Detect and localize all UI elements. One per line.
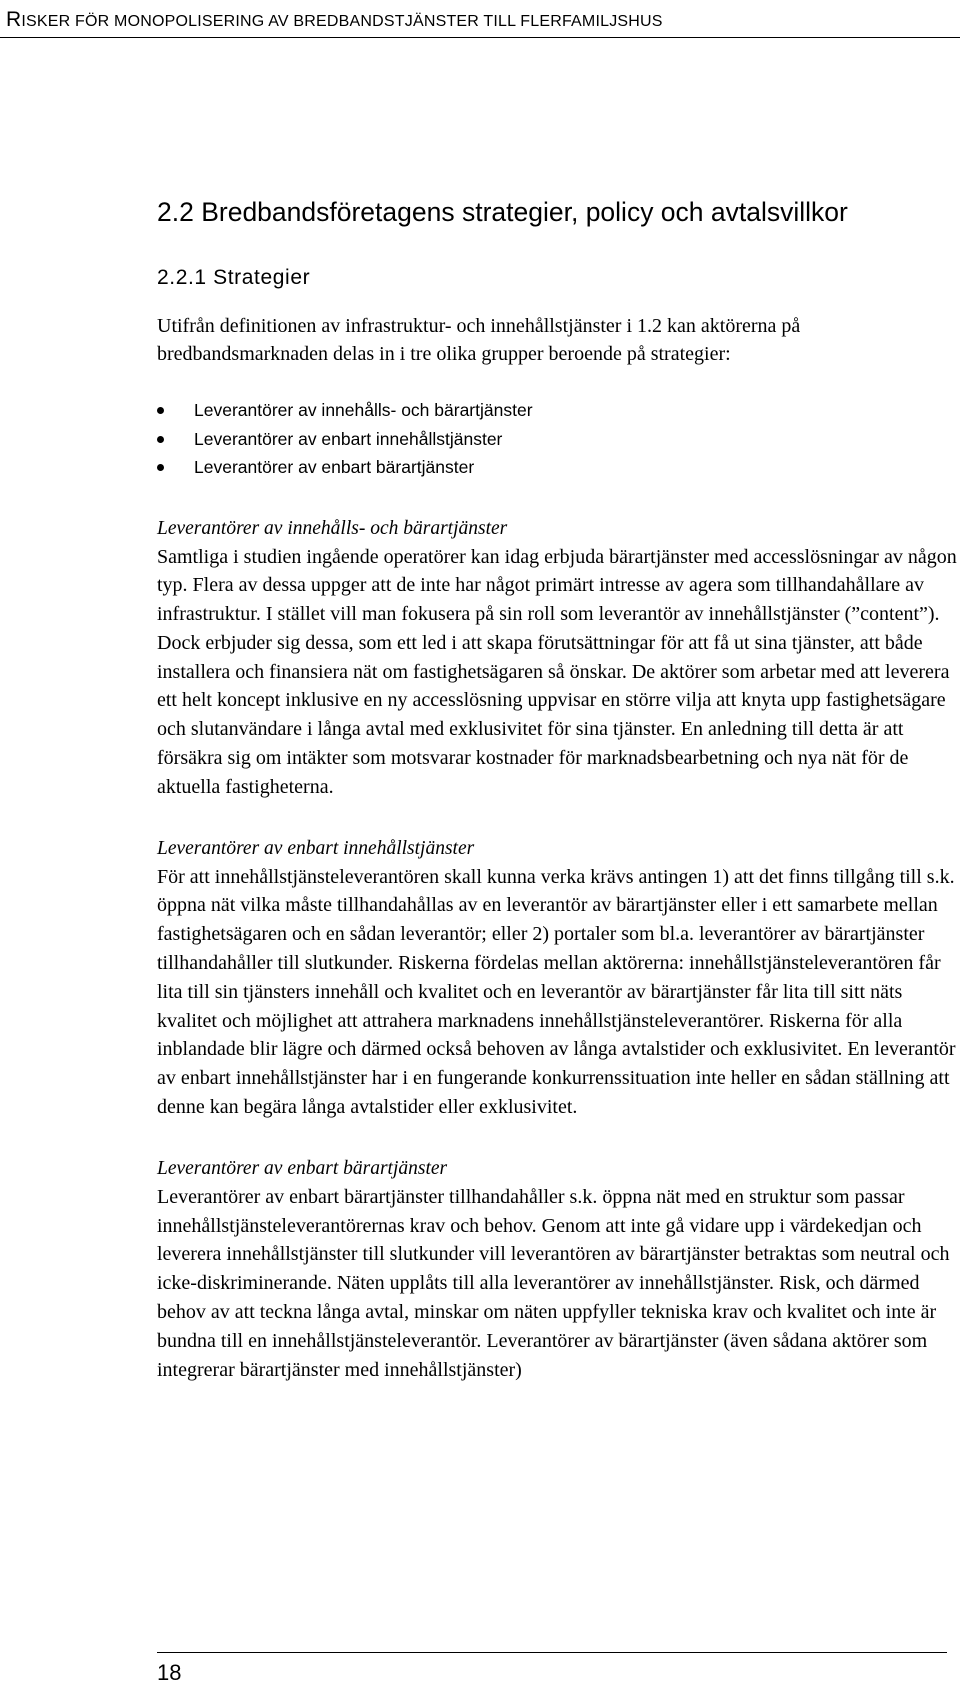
list-item-text: Leverantörer av innehålls- och bärartjänster [194, 400, 533, 420]
section-body: Leverantörer av enbart bärartjänster tillhandahåller s.k. öppna nät med en struktur som passar innehållstjänsteleverantörernas krav och behov. Genom att inte gå vidare upp i värdekedjan och leverera innehållstjänster till slutkunder vill leverantören av bärartjänster betraktas som neutral och icke-diskriminerande. Näten upplåts till alla leverantörer av innehållstjänster. Risk, och därmed behov av att teckna långa avtal, minskar om näten uppfyller tekniska krav och kvalitet och inte är bundna till en innehållstjänsteleverantör. Leverantörer av bärartjänster (även sådana aktörer som integrerar bärartjänster med innehållstjänster) [157, 1185, 950, 1381]
list-item-text: Leverantörer av enbart bärartjänster [194, 457, 475, 477]
running-header-initial: R [6, 8, 22, 31]
running-header-text: ISKER FÖR MONOPOLISERING AV BREDBANDSTJÄNSTER TILL FLERFAMILJSHUS [21, 13, 663, 30]
bullet-icon [157, 464, 164, 471]
footer-rule [157, 1652, 947, 1653]
bullet-icon [157, 436, 164, 443]
header-rule [0, 37, 960, 38]
list-item-text: Leverantörer av enbart innehållstjänster [194, 428, 503, 449]
section-body: För att innehållstjänsteleverantören skall kunna verka krävs antingen 1) att det finns tillgång till s.k. öppna nät vilka måste tillhandahållas av en leverantör av bärartjänster eller i ett samarbete mellan fastighetsägaren och en sådan leverantör; eller 2) portaler som bl.a. leverantörer av bärartjänster tillhandahåller till slutkunder. Riskerna fördelas mellan aktörerna: innehållstjänsteleverantören får lita till sin tjänsters innehåll och kvalitet och en leverantör av bärartjänster får lita till sitt näts kvalitet och möjlighet att attrahera marknadens innehållstjänsteleverantörer. Riskerna för alla inblandade blir lägre och därmed också behoven av långa avtalstider och exklusivitet. En leverantör av enbart innehållstjänster har i en fungerande konkurrenssituation inte heller en sådan ställning att denne kan begära långa avtalstider eller exklusivitet. [157, 865, 956, 1119]
page-content [157, 194, 957, 1384]
running-header [6, 8, 663, 32]
strategy-list [157, 396, 947, 482]
section-body: Samtliga i studien ingående operatörer kan idag erbjuda bärartjänster med accesslösningar av någon typ. Flera av dessa uppger att de inte har något primärt intresse av agera som tillhandahållare av infrastruktur. I stället vill man fokusera på sin roll som leverantör av innehållstjänster (”content”). Dock erbjuder sig dessa, som ett led i att skapa förutsättningar för att få ut sina tjänster, att både installera och finansiera nät om fastighetsägaren så önskar. De aktörer som arbetar med att leverera ett helt koncept inklusive en ny accesslösning uppvisar en större vilja att knyta upp fastighetsägare och slutanvändare i långa avtal med exklusivitet för sina tjänster. En anledning till detta är att försäkra sig om intäkter som motsvarar kostnader för marknadsbearbetning och nya nät för de aktuella fastigheterna. [157, 545, 957, 798]
bullet-icon [157, 407, 164, 414]
section-title: Leverantörer av innehålls- och bärartjänster [157, 517, 508, 539]
section-carrier-only [157, 1155, 950, 1385]
section-title: Leverantörer av enbart bärartjänster [157, 1157, 448, 1179]
page-number: 18 [157, 1660, 182, 1685]
list-item [157, 425, 947, 454]
list-item [157, 453, 947, 482]
list-item [157, 396, 947, 425]
section-title: Leverantörer av enbart innehållstjänster [157, 837, 475, 859]
section-content-only [157, 835, 956, 1122]
intro-paragraph: Utifrån definitionen av infrastruktur- och innehållstjänster i 1.2 kan aktörerna på bredbandsmarknaden delas in i tre olika grupper beroende på strategier: [157, 315, 801, 365]
section-content-and-carrier [157, 515, 957, 802]
section-heading: 2.2 Bredbandsföretagens strategier, policy och avtalsvillkor [157, 197, 848, 227]
subsection-heading: 2.2.1 Strategier [157, 266, 311, 289]
